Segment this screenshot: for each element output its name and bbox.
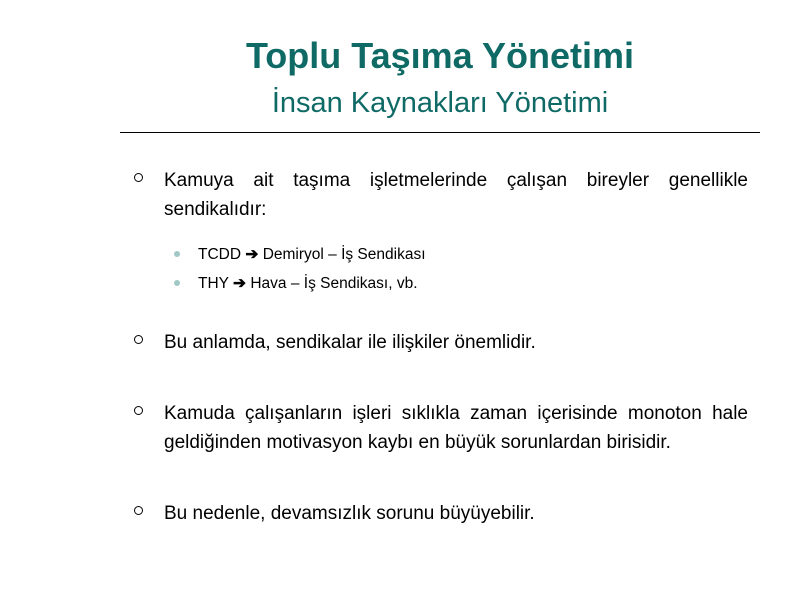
- bullet-list: [134, 166, 748, 528]
- sub-bullet-left: THY: [198, 275, 229, 292]
- bullet-item: [134, 399, 748, 457]
- sub-bullet-right: Hava – İş Sendikası, vb.: [250, 275, 418, 292]
- right-arrow-icon: ➔: [233, 275, 247, 292]
- bullet-text: Bu anlamda, sendikalar ile ilişkiler önemlidir.: [164, 332, 536, 353]
- dot-bullet-icon: [174, 280, 180, 286]
- sub-bullet-item: [134, 269, 748, 298]
- slide-title: Toplu Taşıma Yönetimi: [245, 35, 635, 76]
- right-arrow-icon: ➔: [245, 246, 259, 263]
- hollow-circle-bullet-icon: [134, 335, 143, 344]
- hollow-circle-bullet-icon: [134, 406, 143, 415]
- bullet-text: Kamuda çalışanların işleri sıklıkla zaman içerisinde monoton hale geldiğinden motivasyon kaybı en büyük sorunlardan birisidir.: [164, 403, 748, 453]
- dot-bullet-icon: [174, 251, 180, 257]
- bullet-text: Bu nedenle, devamsızlık sorunu büyüyebilir.: [164, 503, 535, 524]
- bullet-item: [134, 499, 748, 528]
- sub-bullet-item: [134, 240, 748, 269]
- sub-bullet-right: Demiryol – İş Sendikası: [262, 246, 426, 263]
- hollow-circle-bullet-icon: [134, 506, 143, 515]
- bullet-item: [134, 166, 748, 298]
- hollow-circle-bullet-icon: [134, 173, 143, 182]
- sub-bullet-left: TCDD: [198, 246, 242, 263]
- bullet-item: [134, 328, 748, 357]
- bullet-text: Kamuya ait taşıma işletmelerinde çalışan bireyler genellikle sendikalıdır:: [164, 170, 748, 220]
- title-divider: [120, 132, 760, 133]
- slide-subtitle: İnsan Kaynakları Yönetimi: [271, 87, 609, 119]
- sub-bullet-list: [134, 240, 748, 298]
